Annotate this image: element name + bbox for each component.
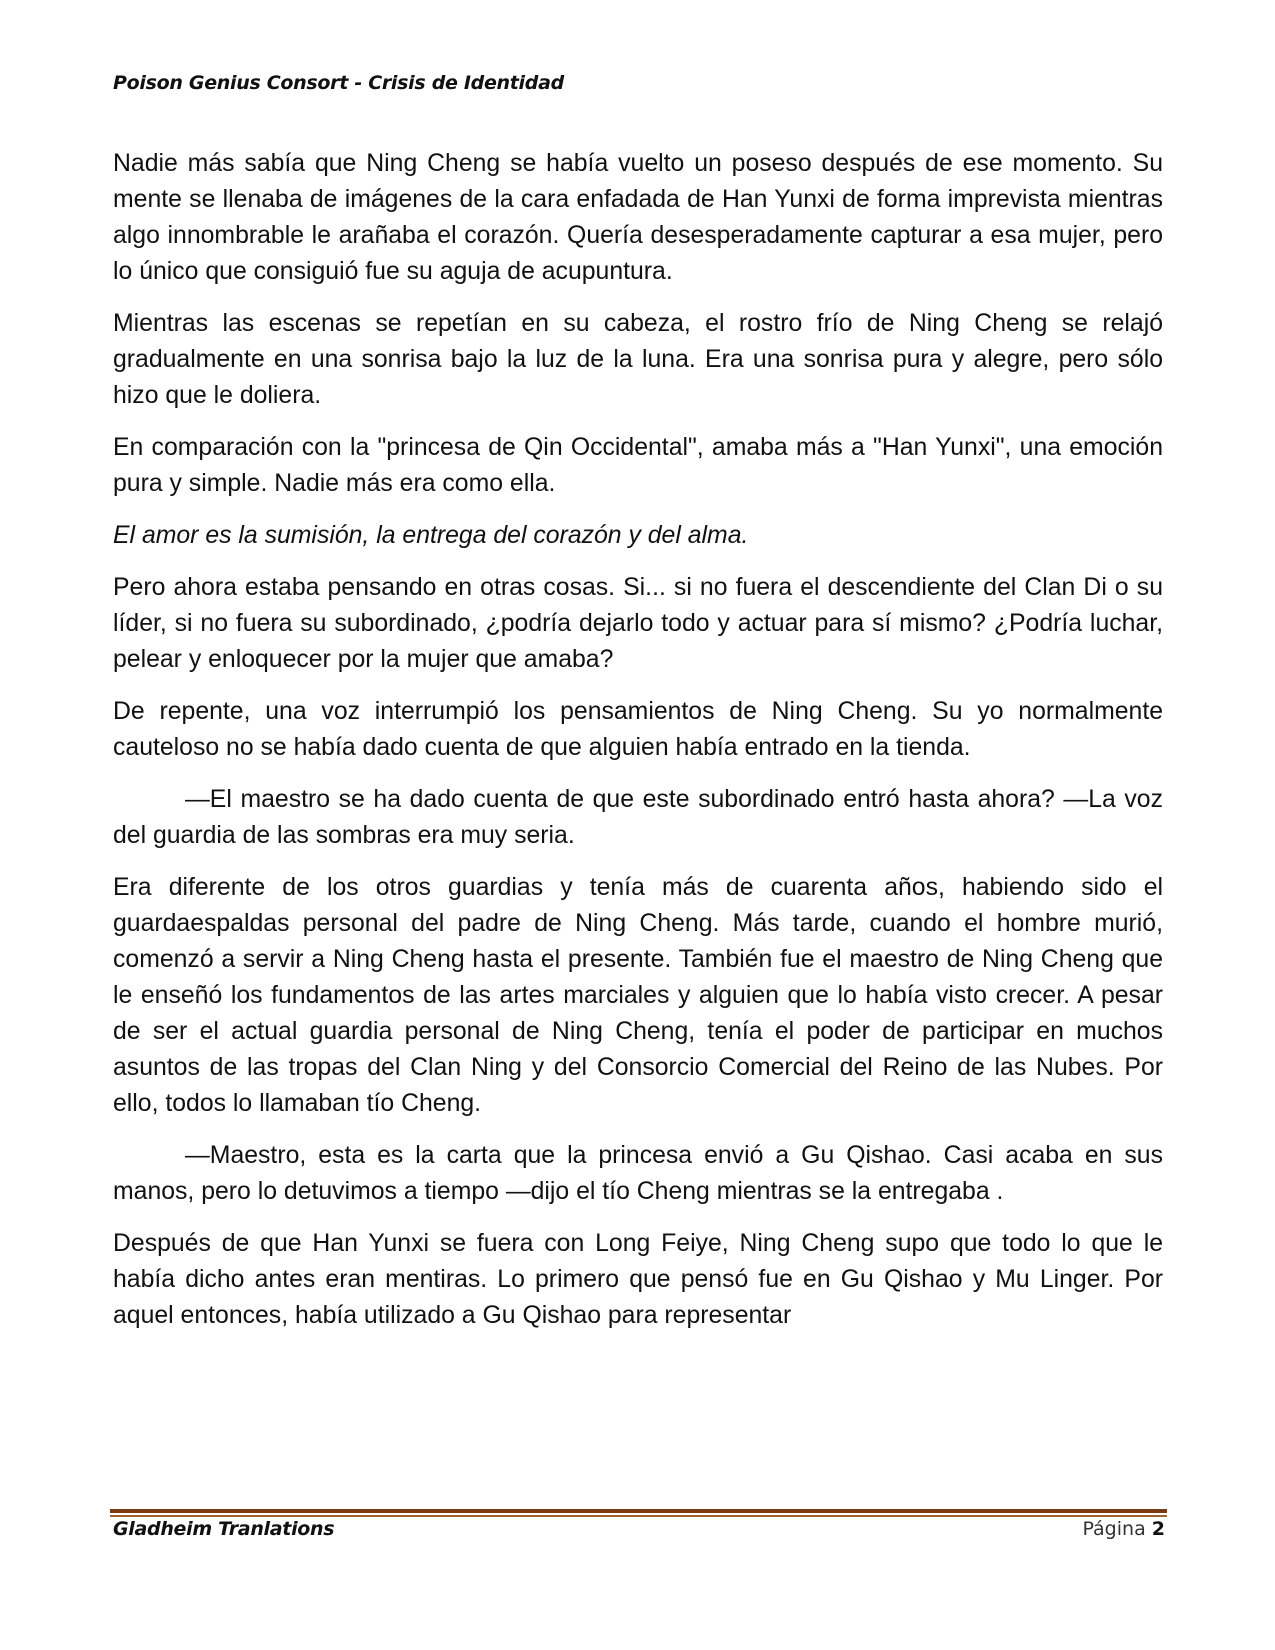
page-label: Página — [1082, 1518, 1146, 1540]
italic-quote: El amor es la sumisión, la entrega del corazón y del alma. — [113, 522, 749, 549]
footer-divider — [110, 1509, 1167, 1517]
paragraph: Pero ahora estaba pensando en otras cosas. Si... si no fuera el descendiente del Clan Di o su líder, si no fuera su subordinado, ¿podría dejarlo todo y actuar para sí mismo? ¿Podría luchar, pelear y enloquecer por la mujer que amaba? — [113, 574, 1163, 673]
footer-divider-thick — [110, 1509, 1167, 1513]
paragraph: De repente, una voz interrumpió los pensamientos de Ning Cheng. Su yo normalmente cauteloso no se había dado cuenta de que alguien había entrado en la tienda. — [113, 698, 1163, 761]
paragraph: Era diferente de los otros guardias y tenía más de cuarenta años, habiendo sido el guardaespaldas personal del padre de Ning Cheng. Más tarde, cuando el hombre murió, comenzó a servir a Ning Cheng hasta el presente. También fue el maestro de Ning Cheng que le enseñó los fundamentos de las artes marciales y alguien que lo había visto crecer. A pesar de ser el actual guardia personal de Ning Cheng, tenía el poder de participar en muchos asuntos de las tropas del Clan Ning y del Consorcio Comercial del Reino de las Nubes. Por ello, todos lo llamaban tío Cheng. — [113, 874, 1163, 1117]
paragraph: Nadie más sabía que Ning Cheng se había vuelto un poseso después de ese momento. Su mente se llenaba de imágenes de la cara enfadada de Han Yunxi de forma imprevista mientras algo innombrable le arañaba el corazón. Quería desesperadamente capturar a esa mujer, pero lo único que consiguió fue su aguja de acupuntura. — [113, 150, 1163, 285]
dialogue-paragraph: —El maestro se ha dado cuenta de que este subordinado entró hasta ahora? —La voz del guardia de las sombras era muy seria. — [113, 786, 1163, 849]
document-body — [113, 146, 1163, 1350]
running-header: Poison Genius Consort - Crisis de Identidad — [113, 72, 564, 94]
footer-credit: Gladheim Tranlations — [113, 1518, 335, 1540]
paragraph: En comparación con la "princesa de Qin Occidental", amaba más a "Han Yunxi", una emoción pura y simple. Nadie más era como ella. — [113, 434, 1163, 497]
paragraph: Mientras las escenas se repetían en su cabeza, el rostro frío de Ning Cheng se relajó gradualmente en una sonrisa bajo la luz de la luna. Era una sonrisa pura y alegre, pero sólo hizo que le doliera. — [113, 310, 1163, 409]
page-indicator — [1082, 1518, 1165, 1540]
page-number: 2 — [1151, 1518, 1165, 1540]
paragraph: Después de que Han Yunxi se fuera con Long Feiye, Ning Cheng supo que todo lo que le había dicho antes eran mentiras. Lo primero que pensó fue en Gu Qishao y Mu Linger. Por aquel entonces, había utilizado a Gu Qishao para representar — [113, 1230, 1163, 1329]
dialogue-paragraph: —Maestro, esta es la carta que la princesa envió a Gu Qishao. Casi acaba en sus manos, pero lo detuvimos a tiempo —dijo el tío Cheng mientras se la entregaba . — [113, 1142, 1163, 1205]
footer-divider-thin — [110, 1515, 1167, 1517]
